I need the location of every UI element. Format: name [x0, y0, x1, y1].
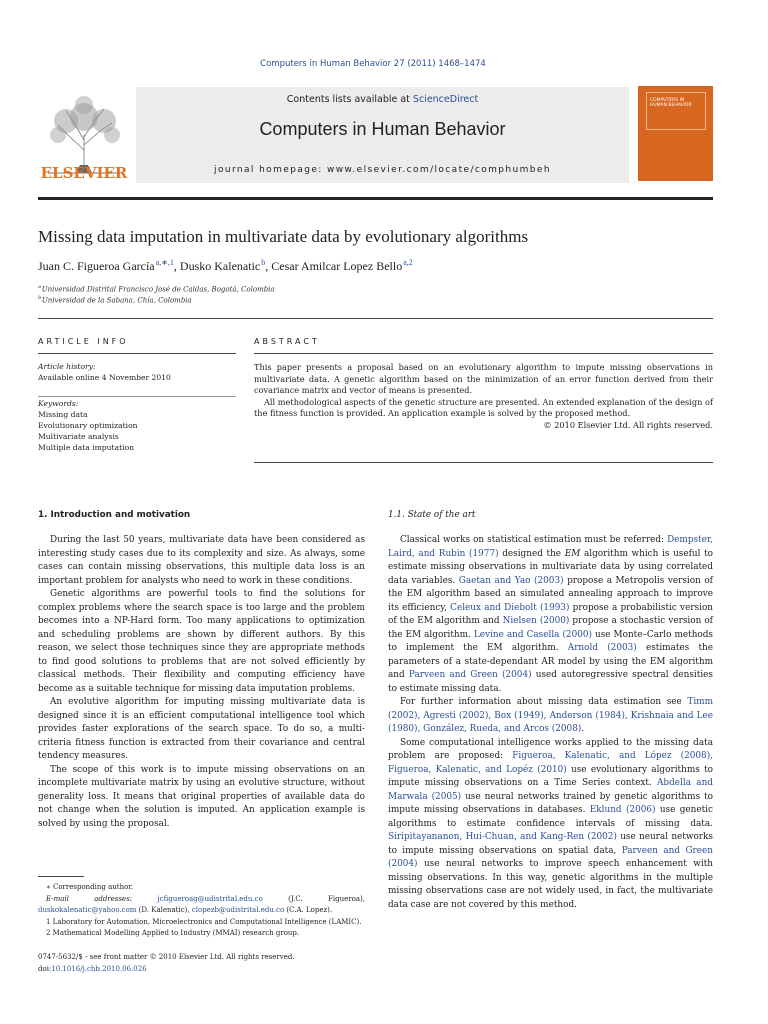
abstract-bottom-rule: [254, 462, 713, 463]
email-line: [38, 905, 365, 917]
author-name: Dusko Kalenatic: [179, 259, 261, 273]
body-text: .: [581, 724, 585, 734]
keywords-label: Keywords:: [38, 399, 79, 408]
body-paragraph: Genetic algorithms are powerful tools to find the solutions for complex problems where the search space is too large and the problem becomes into a NP-Hard form. Too many applications to optimization and scheduling problems are shown by different authors. By this reason, we select those techniques since they are appropriate methods to find good solutions to problems that are not solved efficiently by classical methods. Their flexibility and computing efficiency have become as a suitable technique for missing data imputation problems.: [38, 589, 365, 694]
right-column-body: [388, 534, 713, 912]
article-info-rule: [38, 353, 236, 354]
history-value: Available online 4 November 2010: [38, 373, 171, 382]
citation-link[interactable]: Levine and Casella (2000): [473, 629, 592, 640]
body-text: For further information about missing data estimation see: [400, 697, 688, 707]
corresponding-author-note: ∗ Corresponding author.: [46, 883, 134, 891]
email-owner: (D. Kalenatic),: [138, 906, 190, 914]
left-column-body: [38, 534, 365, 831]
citation-link[interactable]: Celeux and Diebolt (1993): [450, 602, 570, 613]
subsection-heading: 1.1. State of the art: [388, 510, 476, 520]
journal-title: Computers in Human Behavior: [259, 119, 506, 139]
journal-homepage: [136, 165, 629, 175]
body-text: estimates the parameters of a state-dependant AR model by using the EM algorithm and: [388, 643, 713, 680]
citation-link[interactable]: Arnold (2003): [567, 643, 637, 653]
elsevier-wordmark: ELSEVIER: [40, 164, 128, 182]
abstract-paragraph: All methodological aspects of the genetic structure are presented. An extended explanation of the design of the fitness function is provided. An application example is solved by the proposed method.: [254, 396, 713, 418]
citation-link[interactable]: Computers in Human Behavior 27 (2011) 1468–1474: [260, 59, 486, 69]
title-rule: [38, 318, 713, 319]
body-text: use Monte–Carlo methods to implement the EM algorithm.: [388, 629, 713, 653]
email-owner: (J.C. Figueroa),: [288, 894, 365, 903]
author-list: Juan C. Figueroa García $^{a,∗,1}$, Dusko Kalenatic $^b$, Cesar Amilcar Lopez Bello $^{a,2}$: [38, 258, 413, 273]
footnote-rule: [38, 876, 84, 877]
history-label: Article history:: [38, 362, 96, 371]
homepage-url[interactable]: www.elsevier.com/locate/comphumbeh: [326, 165, 551, 175]
keyword-item: Missing data: [38, 410, 88, 419]
body-text: algorithm which is useful to estimate missing observations in multivariate data by using correlated data variables.: [388, 548, 713, 586]
author-affil-link[interactable]: a,∗,1: [155, 258, 174, 267]
body-paragraph: [388, 696, 713, 737]
citation-link[interactable]: Nielsen (2000): [502, 616, 570, 626]
body-text: designed the: [498, 548, 565, 559]
citation-link[interactable]: Gaetan and Yao (2003): [458, 575, 564, 586]
citation-link[interactable]: Siripitayananon, Hui-Chuan, and Kang-Ren (2002): [388, 832, 617, 842]
header-rule: [38, 197, 713, 200]
citation-link[interactable]: Parveen and Green (2004): [408, 670, 532, 680]
body-paragraph: [388, 534, 713, 696]
body-text: use neural networks trained by genetic algorithms to impute missing observations in databases.: [388, 791, 713, 815]
history-rule: [38, 396, 236, 397]
article-info-heading: ARTICLE INFO: [38, 337, 129, 346]
email-label: E-mail addresses:: [46, 894, 133, 903]
author-affil-link[interactable]: a,2: [403, 258, 413, 267]
abstract-heading: ABSTRACT: [254, 337, 320, 346]
abstract-body: [254, 362, 713, 431]
footnotes: [38, 882, 365, 940]
footnote-1: 1 Laboratory for Automation, Microelectronics and Computational Intelligence (LAMIC).: [46, 917, 362, 926]
affiliation-text: Universidad de la Sabana, Chía, Colombia: [41, 296, 192, 305]
footnote-2: 2 Mathematical Modelling Applied to Industry (MMAI) research group.: [46, 929, 300, 937]
email-link[interactable]: jcfigueroag@udistrital.edu.co: [157, 894, 263, 903]
body-paragraph: During the last 50 years, multivariate data have been considered as interesting study cases due to its complexity and size. As always, some cases can contain missing observations, this multiple data loss is an important problem for analysts who need to work in these conditions.: [38, 535, 365, 586]
body-paragraph: [388, 737, 713, 913]
body-text: propose a Metropolis version of the EM algorithm based an simulated annealing approach to improve its efficiency,: [388, 575, 713, 613]
body-text: Some computational intelligence works applied to the missing data problem are proposed:: [388, 737, 713, 761]
doi-prefix: doi:: [38, 965, 52, 973]
body-paragraph: An evolutive algorithm for imputing missing multivariate data is designed since it is an efficient computational intelligence tool which provides faster explorations of the search space. To do so, a multi-criteria fitness function is extracted from their covariance and central tendency measures.: [38, 697, 365, 761]
abstract-rule: [254, 353, 713, 354]
affiliation: [38, 295, 192, 304]
affiliation-marker: b: [38, 295, 42, 301]
author-name: Cesar Amilcar Lopez Bello: [271, 259, 403, 273]
body-text: propose a probabilistic version of the EM algorithm and: [388, 602, 714, 626]
email-link[interactable]: duskokalenatic@yahoo.com: [38, 906, 137, 914]
email-line: [38, 894, 365, 906]
body-text: use genetic algorithms to estimate confidence intervals of missing data.: [388, 805, 713, 829]
body-text: propose a stochastic version of the EM algorithm.: [388, 616, 713, 640]
contents-prefix: Contents lists available at: [286, 94, 413, 105]
keyword-item: Multiple data imputation: [38, 443, 135, 452]
author-name: Juan C. Figueroa García: [38, 259, 155, 273]
body-paragraph: The scope of this work is to impute missing observations on an incomplete multivariate matrix by using an evolutive structure, without generality loss. It means that original properties of available data do not change when the solution is imputed. An application example is solved by using the proposal.: [38, 764, 365, 829]
contents-line: [136, 94, 629, 105]
keyword-item: Multivariate analysis: [38, 432, 119, 441]
body-text: use neural networks to impute missing observations on spatial data,: [388, 832, 713, 856]
citation-link[interactable]: Timm (2002), Agresti (2002), Box (1949), Anderson (1984), Krishnaia and Lee (1980), González, Rueda, and Arcos (2008): [388, 697, 713, 734]
affiliation: [38, 284, 275, 293]
citation-link[interactable]: Figueroa, Kalenatic, and López (2008), Figueroa, Kalenatic, and Lopéz (2010): [388, 751, 713, 775]
keyword-item: Evolutionary optimization: [38, 421, 138, 430]
sciencedirect-link[interactable]: ScienceDirect: [412, 94, 479, 105]
citation-link[interactable]: Eklund (2006): [589, 805, 656, 815]
article-title: Missing data imputation in multivariate data by evolutionary algorithms: [38, 227, 529, 246]
abstract-copyright: © 2010 Elsevier Ltd. All rights reserved.: [543, 419, 713, 430]
journal-cover-image: [638, 86, 713, 181]
body-text: EM: [564, 548, 581, 559]
doi-line: [38, 964, 147, 976]
section-heading: 1. Introduction and motivation: [38, 510, 191, 520]
citation-link[interactable]: Abdella and Marwala (2005): [388, 778, 713, 802]
email-owner: (C.A. Lopez).: [286, 906, 333, 914]
email-link[interactable]: clopezb@udistrital.edu.co: [191, 906, 285, 914]
issn-note: 0747-5632/$ - see front matter © 2010 Elsevier Ltd. All rights reserved.: [38, 953, 295, 961]
abstract-paragraph: This paper presents a proposal based on an evolutionary algorithm to impute missing observations in multivariate data. A genetic algorithm based on the minimization of an error function derived from their covariance matrix and vector of means is presented.: [254, 362, 713, 395]
body-text: use evolutionary algorithms to impute missing observations on a Time Series context.: [388, 764, 713, 788]
body-text: Classical works on statistical estimation must be referred:: [400, 535, 668, 545]
cover-title: COMPUTERS IN HUMAN BEHAVIOR: [650, 98, 692, 108]
citation-link[interactable]: Parveen and Green (2004): [388, 845, 713, 869]
body-text: used autoregressive spectral densities to estimate missing data.: [388, 670, 713, 694]
doi-link[interactable]: 10.1016/j.chb.2010.06.026: [51, 965, 147, 973]
homepage-prefix: journal homepage:: [214, 165, 327, 175]
affiliation-text: Universidad Distrital Francisco José de Caldas, Bogotá, Colombia: [41, 285, 275, 294]
citation-link[interactable]: Dempster, Laird, and Rubin (1977): [388, 535, 713, 559]
body-text: use neural networks to improve speech enhancement with missing observations. In this way, genetic algorithms in the multiple missing observations case are not widely used, in fact, the multivariate data case are not covered by this method.: [388, 859, 713, 910]
affiliation-marker: a: [38, 284, 41, 290]
author-affil-link[interactable]: b: [261, 258, 266, 267]
